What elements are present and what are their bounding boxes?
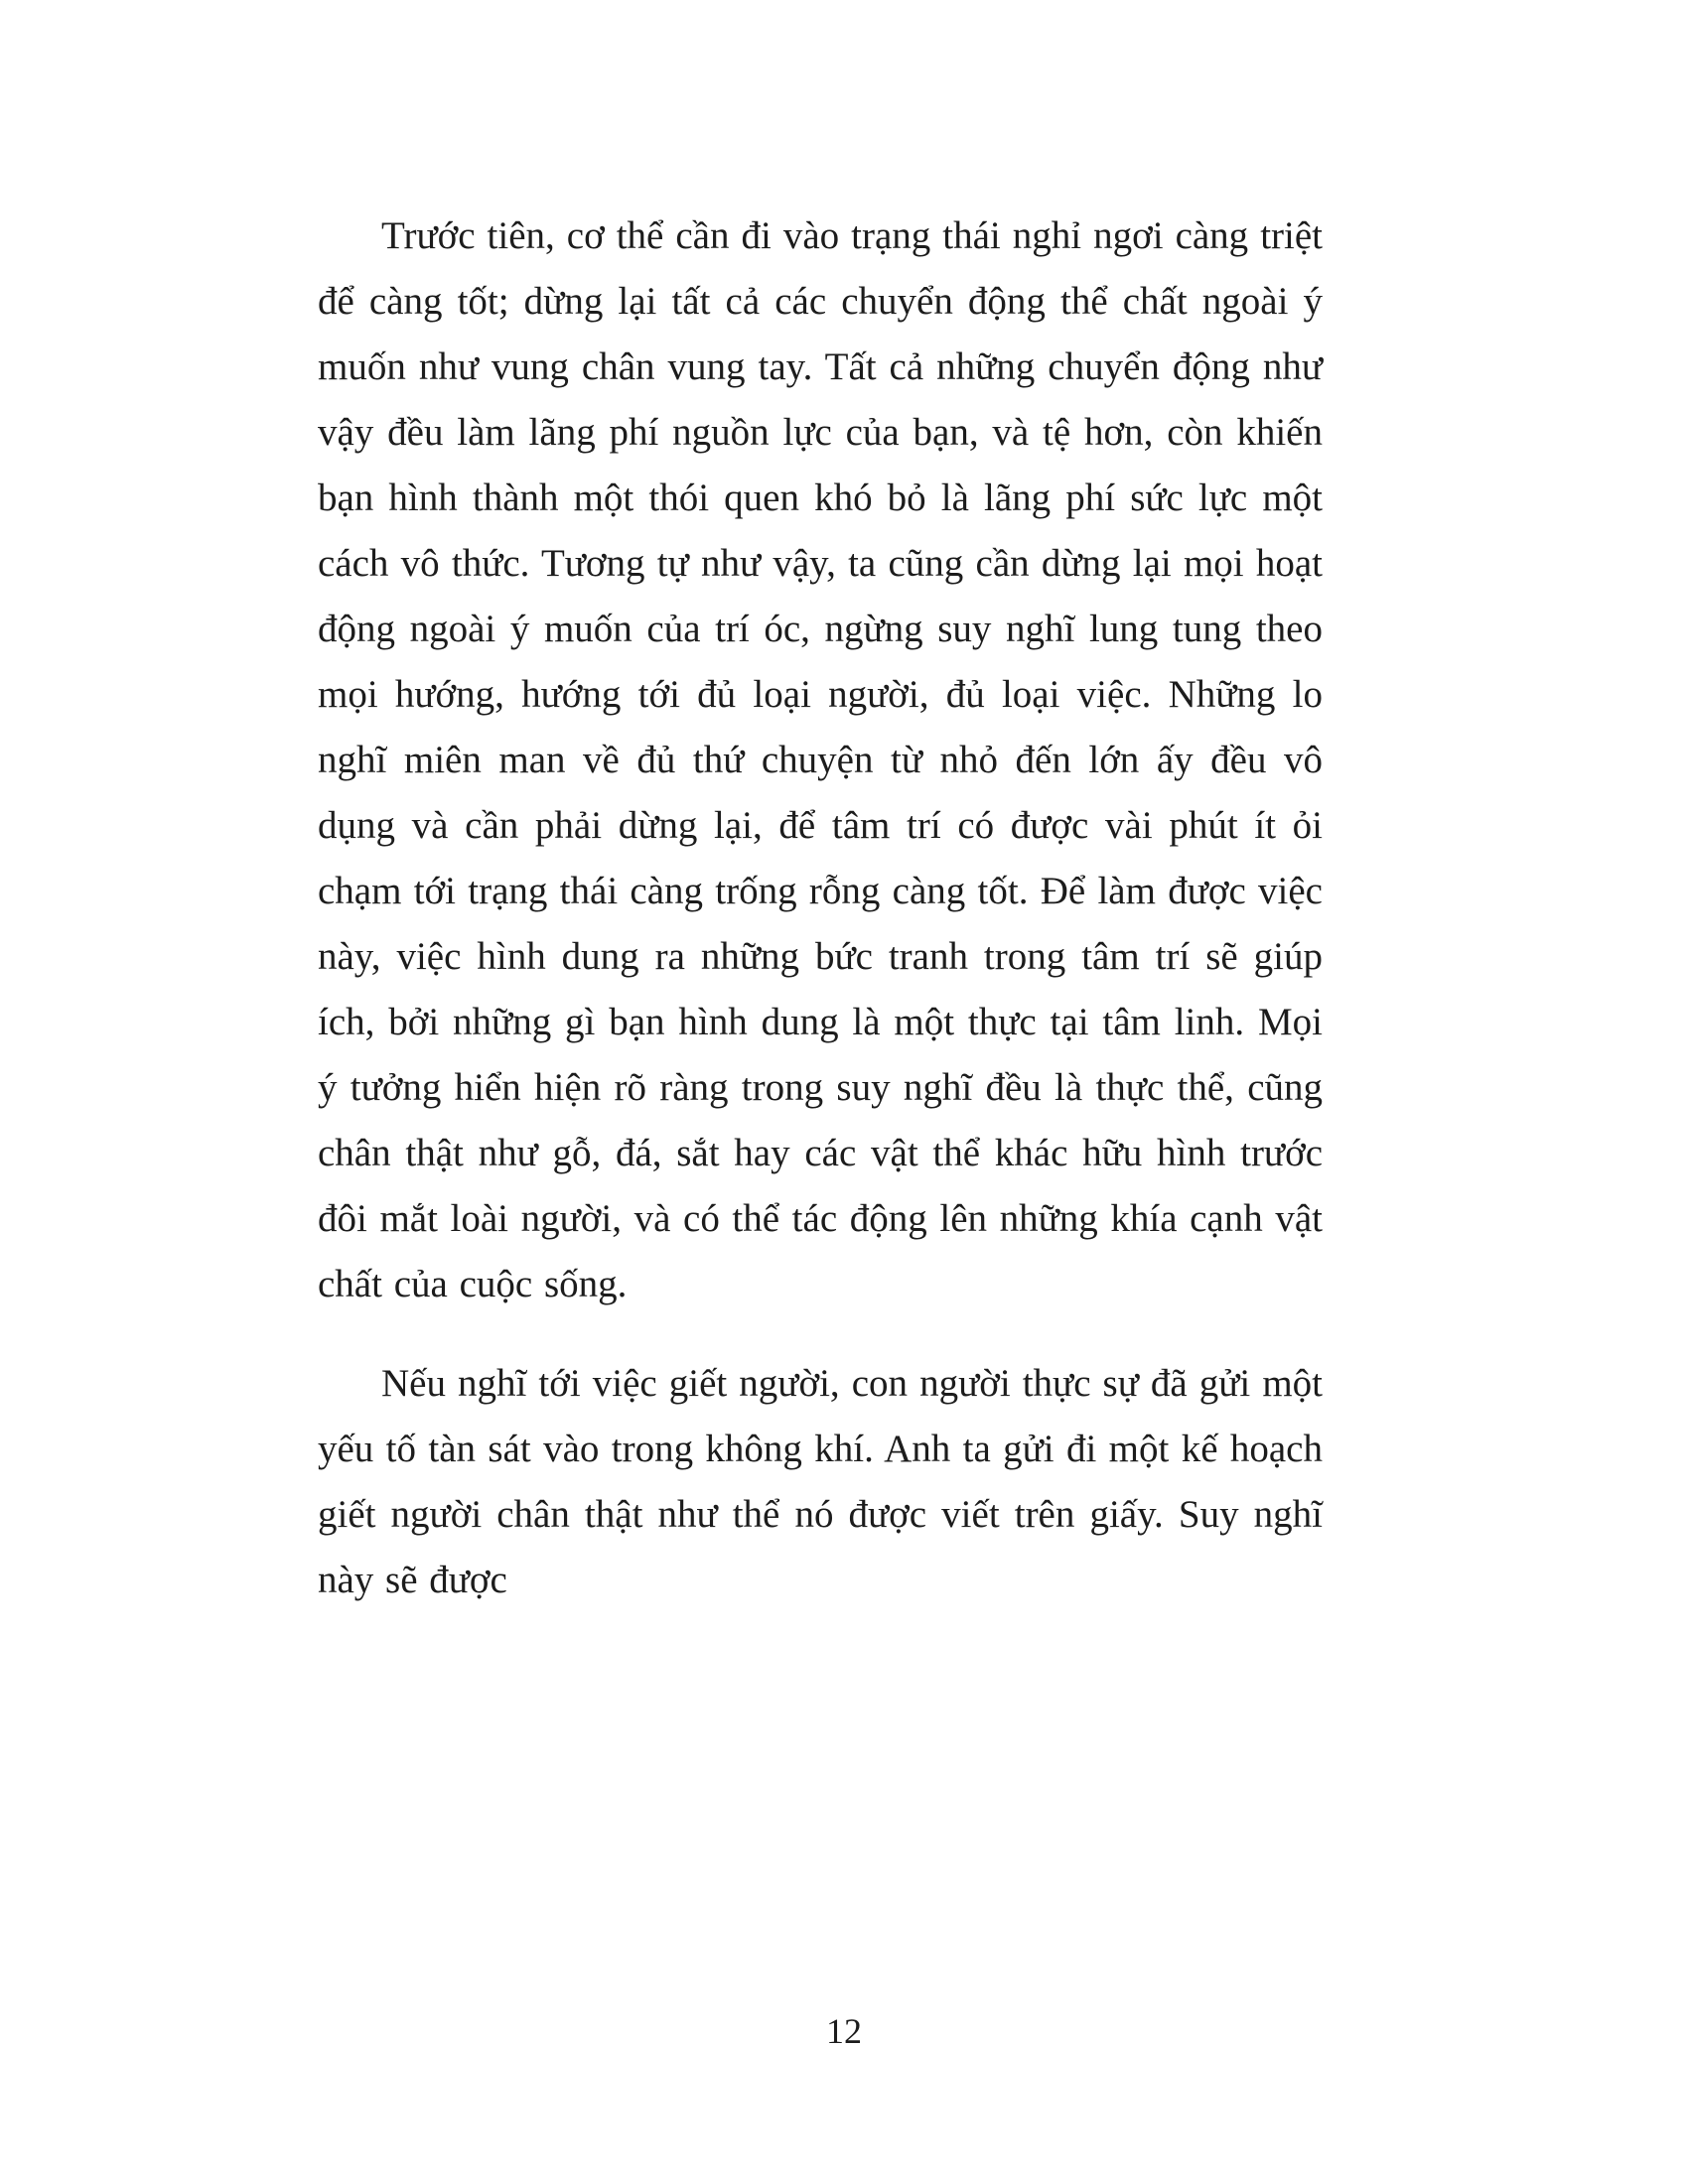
paragraph-2: Nếu nghĩ tới việc giết người, con người thực sự đã gửi một yếu tố tàn sát vào trong không khí. Anh ta gửi đi một kế hoạch giết người chân thật như thể nó được viết trên giấy. Suy nghĩ này sẽ được [318, 1362, 1323, 1601]
body-text [318, 204, 1323, 1613]
paragraph-1: Trước tiên, cơ thể cần đi vào trạng thái nghỉ ngơi càng triệt để càng tốt; dừng lại tất cả các chuyển động thể chất ngoài ý muốn như vung chân vung tay. Tất cả những chuyển động như vậy đều làm lãng phí nguồn lực của bạn, và tệ hơn, còn khiến bạn hình thành một thói quen khó bỏ là lãng phí sức lực một cách vô thức. Tương tự như vậy, ta cũng cần dừng lại mọi hoạt động ngoài ý muốn của trí óc, ngừng suy nghĩ lung tung theo mọi hướng, hướng tới đủ loại người, đủ loại việc. Những lo nghĩ miên man về đủ thứ chuyện từ nhỏ đến lớn ấy đều vô dụng và cần phải dừng lại, để tâm trí có được vài phút ít ỏi chạm tới trạng thái càng trống rỗng càng tốt. Để làm được việc này, việc hình dung ra những bức tranh trong tâm trí sẽ giúp ích, bởi những gì bạn hình dung là một thực tại tâm linh. Mọi ý tưởng hiển hiện rõ ràng trong suy nghĩ đều là thực thể, cũng chân thật như gỗ, đá, sắt hay các vật thể khác hữu hình trước đôi mắt loài người, và có thể tác động lên những khía cạnh vật chất của cuộc sống. [318, 214, 1323, 1305]
page-number: 12 [826, 2011, 862, 2051]
